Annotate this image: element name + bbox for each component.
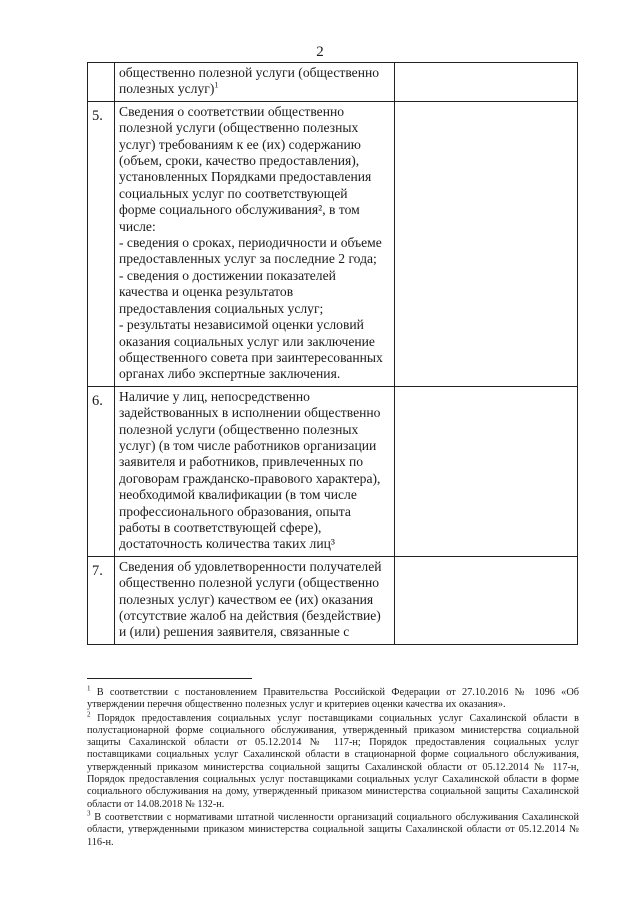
criterion-line: (отсутствие жалоб на действия (бездействие)	[119, 608, 381, 623]
criterion-line: профессионального образования, опыта	[119, 503, 351, 519]
row-number: 7.	[88, 556, 115, 644]
value-cell	[395, 556, 578, 644]
criterion-line: работы в соответствующей сфере),	[119, 519, 322, 535]
criterion-line: числе:	[119, 218, 156, 234]
criterion-line: форме социального обслуживания², в том	[119, 202, 360, 218]
row-number	[88, 63, 115, 102]
criterion-description	[115, 101, 395, 386]
criterion-line: общественного совета при заинтересованных	[119, 349, 383, 365]
footnote-text: Порядок предоставления социальных услуг поставщиками социальных услуг Сахалинской области в полустационарной форме социального обслуживания, утвержденный приказом министерства социальной защиты Сахалинской области от 05.12.2014 № 117-н; Порядок предоставления социальных услуг поставщиками социальных услуг Сахалинской области в стационарной форме социального обслуживания, утвержденный приказом министерства социальной защиты Сахалинской области от 05.12.2014 № 117-н, Порядок предоставления социальных услуг поставщиками социальных услуг Сахалинской области в форме социального обслуживания на дому, утвержденный приказом министерства социальной защиты Сахалинской области от 14.08.2018 № 132-н.	[87, 712, 579, 810]
criterion-line: полезной услуги (общественно полезных	[119, 421, 359, 437]
footnote	[87, 710, 579, 811]
table-row	[88, 556, 578, 644]
table-row	[88, 101, 578, 386]
criterion-line: услуг) требованиям к ее (их) содержанию	[119, 136, 361, 152]
criterion-line: полезных услуг)$^1$	[119, 80, 219, 97]
criterion-line: социальных услуг по соответствующей	[119, 185, 348, 201]
criterion-description	[115, 556, 395, 644]
row-number: 5.	[88, 101, 115, 386]
value-cell	[395, 386, 578, 556]
footnote-text: В соответствии с нормативами штатной численности организаций социального обслуживания Сахалинской области, утвержденными приказом министерства социальной защиты Сахалинской области от 05.12.2014 № 116-н.	[87, 811, 579, 848]
table-row	[88, 386, 578, 556]
value-cell	[395, 63, 578, 102]
criterion-line: установленных Порядками предоставления	[119, 169, 372, 185]
table-row	[88, 63, 578, 102]
criterion-line: услуг) (в том числе работников организации	[119, 437, 377, 453]
criterion-line: - результаты независимой оценки условий	[119, 317, 364, 333]
criterion-line: - сведения о сроках, периодичности и объеме	[119, 235, 382, 251]
criterion-line: Наличие у лиц, непосредственно	[119, 388, 310, 404]
footnote-text: В соответствии с постановлением Правительства Российской Федерации от 27.10.2016 № 1096 «Об утверждении перечня общественно полезных услуг и критериев оценки качества их оказания».	[87, 687, 579, 711]
criterion-line: общественно полезной услуги (общественно	[119, 575, 380, 591]
footnote-mark: 1	[87, 684, 91, 693]
criterion-line: договорам гражданско-правового характера),	[119, 470, 381, 486]
criterion-description	[115, 63, 395, 102]
footnotes	[87, 684, 579, 850]
value-cell	[395, 101, 578, 386]
criterion-line: Сведения об удовлетворенности получателей	[119, 558, 382, 574]
criterion-line: необходимой квалификации (в том числе	[119, 487, 357, 503]
criterion-line: предоставленных услуг за последние 2 года;	[119, 251, 377, 267]
row-number: 6.	[88, 386, 115, 556]
footnote	[87, 684, 579, 712]
criterion-line: задействованных в исполнении общественно	[119, 405, 381, 421]
criterion-line: (объем, сроки, качество предоставления),	[119, 153, 360, 169]
criterion-line: общественно полезной услуги (общественно	[119, 65, 380, 80]
criterion-line: достаточность количества таких лиц³	[119, 536, 335, 552]
criterion-line: органах либо экспертные заключения.	[119, 366, 341, 382]
footnote-mark: 2	[87, 710, 91, 719]
criterion-line: заявителя и работников, привлеченных по	[119, 454, 364, 470]
criterion-line: полезной услуги (общественно полезных	[119, 120, 359, 136]
footnote-separator	[87, 678, 252, 679]
criterion-line: Сведения о соответствии общественно	[119, 103, 345, 119]
criterion-line: оказания социальных услуг или заключение	[119, 333, 375, 349]
criterion-line: - сведения о достижении показателей	[119, 267, 336, 283]
footnote-ref: 1	[214, 80, 219, 90]
criterion-description	[115, 386, 395, 556]
criterion-line: предоставления социальных услуг;	[119, 300, 324, 316]
criterion-line: полезных услуг) качеством ее (их) оказания	[119, 591, 374, 607]
footnote	[87, 809, 579, 849]
page-number: 2	[316, 44, 324, 60]
footnote-mark: 3	[87, 809, 91, 818]
criteria-table	[87, 62, 578, 645]
criterion-line: и (или) решения заявителя, связанные с	[119, 624, 350, 640]
criterion-line: качества и оценка результатов	[119, 284, 294, 300]
